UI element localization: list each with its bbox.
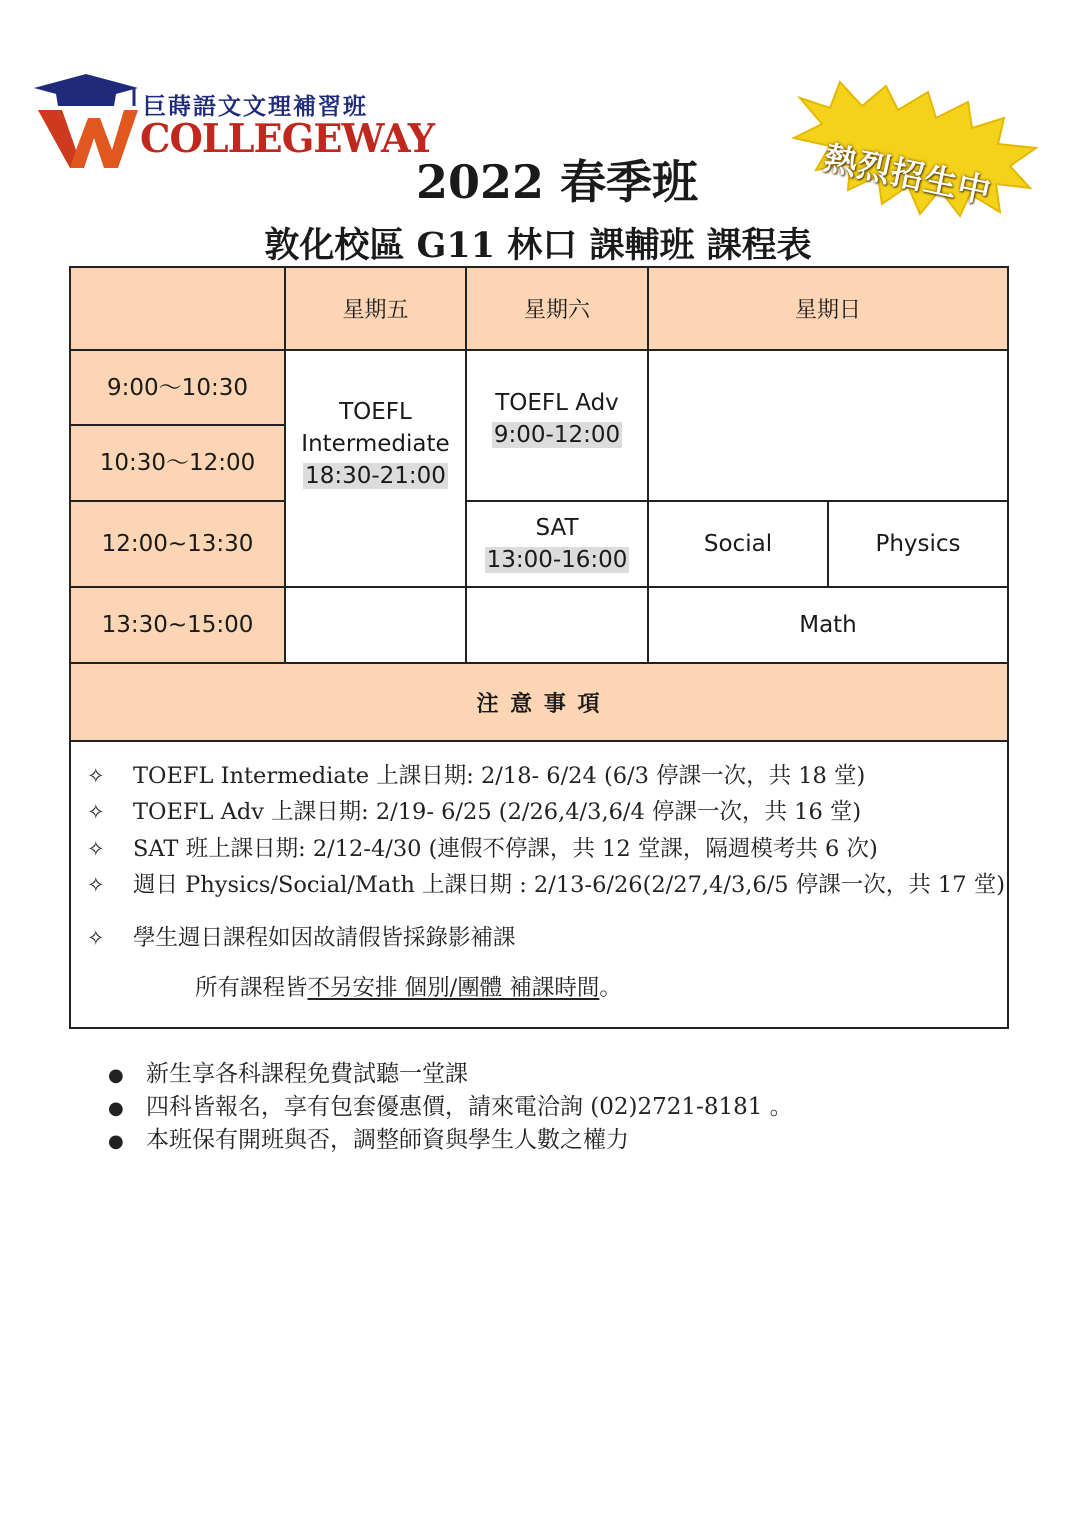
corner-header-cell: [71, 268, 286, 351]
header-sunday: 星期日: [649, 268, 1007, 351]
info-bullet: ● 四科皆報名，享有包套優惠價，請來電洽詢 (02)2721-8181 。: [108, 1091, 793, 1124]
time-slot-1: 9:00～10:30: [71, 351, 286, 426]
star-bullet-icon: ✧: [87, 837, 105, 861]
notes-section: [71, 742, 1007, 1027]
info-bullet: ● 本班保有開班與否，調整師資與學生人數之權力: [108, 1124, 793, 1157]
note-item: ✧ TOEFL Intermediate 上課日期: 2/18- 6/24 (6/3 停課一次，共 18 堂): [87, 763, 866, 789]
friday-empty-cell: [286, 588, 467, 664]
star-bullet-icon: ✧: [87, 800, 105, 824]
logo-english-name: COLLEGEWAY: [140, 116, 435, 162]
star-bullet-icon: ✧: [87, 926, 105, 950]
schedule-table: [69, 266, 1009, 1029]
course-name-level: Intermediate: [301, 430, 450, 457]
course-name: SAT: [535, 515, 579, 541]
saturday-toefl-adv: [467, 351, 649, 502]
info-bullet-list: [108, 1058, 793, 1157]
bullet-dot-icon: ●: [108, 1098, 124, 1119]
time-slot-2: 10:30～12:00: [71, 426, 286, 502]
sunday-physics: Physics: [829, 502, 1007, 588]
bullet-dot-icon: ●: [108, 1065, 124, 1086]
course-name: TOEFL Adv: [495, 389, 619, 416]
info-bullet: ● 新生享各科課程免費試聽一堂課: [108, 1058, 793, 1091]
badge-text: 熱烈招生中: [820, 137, 996, 212]
sunday-empty-cell: [649, 351, 1007, 502]
header-friday: 星期五: [286, 268, 467, 351]
underlined-policy: 不另安排 個別/團體 補課時間: [307, 975, 600, 1001]
notes-header: 注 意 事 項: [71, 664, 1007, 742]
page-title: 2022 春季班: [415, 155, 699, 209]
page-subtitle: 敦化校區 G11 林口 課輔班 課程表: [264, 225, 812, 266]
logo-chinese-name: 巨蒔語文文理補習班: [143, 93, 368, 120]
course-time: 18:30-21:00: [305, 462, 446, 489]
course-time: 13:00-16:00: [486, 547, 628, 573]
note-item: ✧ TOEFL Adv 上課日期: 2/19- 6/25 (2/26,4/3,6/4 停課一次，共 16 堂): [87, 799, 862, 825]
course-time: 9:00-12:00: [493, 421, 621, 448]
saturday-sat: [467, 502, 649, 588]
note-item: ✧ 學生週日課程如因故請假皆採錄影補課: [87, 925, 516, 951]
sunday-math: Math: [649, 588, 1007, 664]
sunday-social: Social: [649, 502, 829, 588]
bullet-dot-icon: ●: [108, 1131, 124, 1152]
star-bullet-icon: ✧: [87, 873, 105, 897]
course-name: TOEFL: [339, 398, 412, 425]
note-item: ✧ SAT 班上課日期: 2/12-4/30 (連假不停課，共 12 堂課，隔週模考共 6 次): [87, 836, 878, 862]
header-saturday: 星期六: [467, 268, 649, 351]
note-makeup-policy: 所有課程皆不另安排 個別/團體 補課時間。: [195, 975, 622, 1001]
time-slot-3: 12:00~13:30: [71, 502, 286, 588]
time-slot-4: 13:30~15:00: [71, 588, 286, 664]
saturday-empty-cell: [467, 588, 649, 664]
star-bullet-icon: ✧: [87, 764, 105, 788]
friday-toefl-intermediate: [286, 351, 467, 588]
note-item: ✧ 週日 Physics/Social/Math 上課日期 : 2/13-6/26(2/27,4/3,6/5 停課一次，共 17 堂): [87, 872, 1005, 898]
